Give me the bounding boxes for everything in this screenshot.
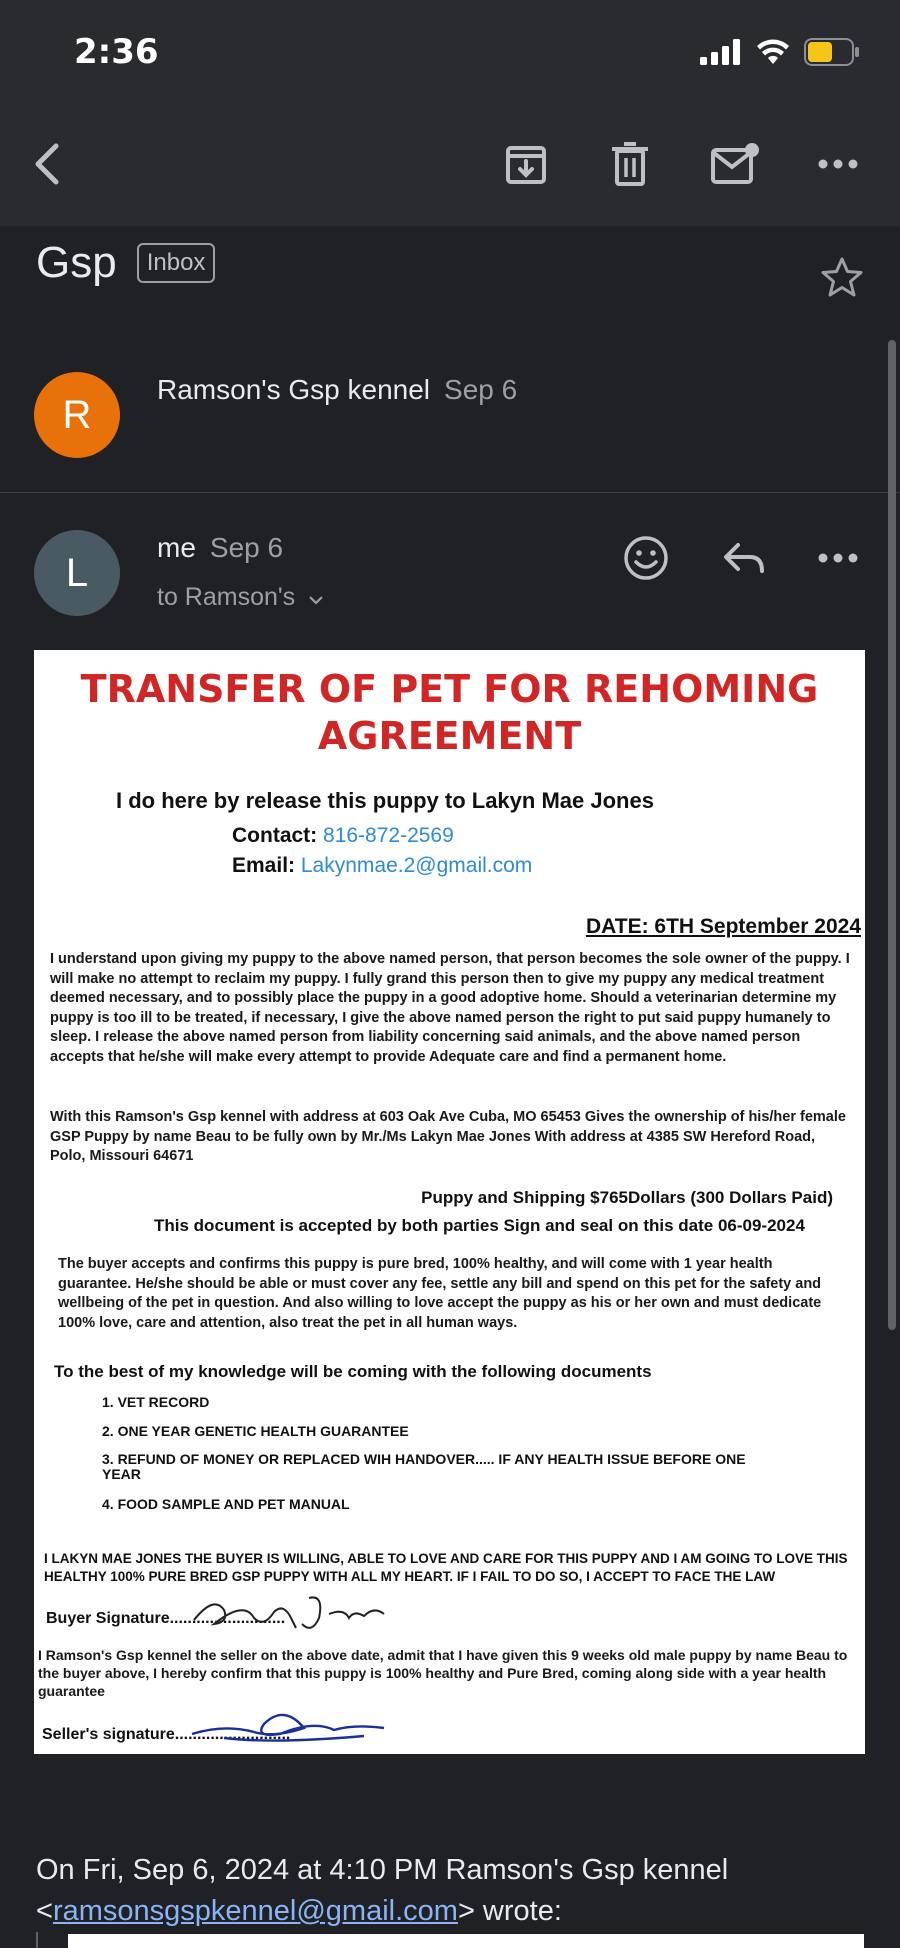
- document-list-item: 1. VET RECORD: [102, 1394, 210, 1410]
- mark-unread-button[interactable]: [707, 136, 763, 192]
- mark-unread-icon: [710, 142, 760, 186]
- react-button[interactable]: [618, 530, 674, 586]
- emoji-icon: [623, 535, 669, 581]
- document-title: [34, 666, 865, 760]
- seller-signature: [184, 1694, 404, 1750]
- archive-button[interactable]: [498, 136, 554, 192]
- back-arrow-icon: [30, 142, 66, 186]
- star-icon: [820, 256, 864, 298]
- email-line: [232, 854, 532, 878]
- avatar[interactable]: [34, 372, 120, 458]
- quoted-header: [36, 1850, 876, 1932]
- buyer-signature: [184, 1590, 404, 1640]
- inbox-label[interactable]: Inbox: [137, 243, 216, 283]
- seller-signature-label: Seller's signature..........................: [42, 1726, 291, 1743]
- message-header-collapsed[interactable]: [157, 374, 517, 406]
- quoted-content: [68, 1934, 864, 1948]
- document-title-line: TRANSFER OF PET FOR REHOMING: [80, 667, 819, 711]
- message-header-expanded[interactable]: [157, 532, 283, 564]
- seller-statement: I Ramson's Gsp kennel the seller on the above date, admit that I have given this 9 weeks old male puppy by name Beau to the buyer above, I hereby confirm that this puppy is 100% healthy and Pure Bred, coming along side with a year health guarantee: [38, 1647, 848, 1699]
- archive-icon: [504, 142, 548, 186]
- sender-name: me: [157, 532, 196, 563]
- wifi-icon: [756, 39, 790, 65]
- reply-button[interactable]: [716, 530, 772, 586]
- attachment-document[interactable]: [34, 650, 865, 1754]
- acceptance-line: This document is accepted by both parties Sign and seal on this date 06-09-2024: [154, 1216, 805, 1235]
- transfer-paragraph: With this Ramson's Gsp kennel with address at 603 Oak Ave Cuba, MO 65453 Gives the ownership of his/her female GSP Puppy by name Beau to be fully own by Mr./Ms Lakyn Mae Jones With address at 4385 SW Hereford Road, Polo, Missouri 64671: [50, 1109, 846, 1164]
- document-date: DATE: 6TH September 2024: [585, 915, 861, 938]
- status-time: 2:36: [74, 32, 159, 72]
- trash-icon: [610, 141, 650, 187]
- documents-heading: To the best of my knowledge will be coming with the following documents: [54, 1362, 652, 1381]
- toolbar: [0, 100, 900, 226]
- document-list-item: 2. ONE YEAR GENETIC HEALTH GUARANTEE: [102, 1423, 409, 1439]
- buyer-terms-paragraph: The buyer accepts and confirms this puppy is pure bred, 100% healthy, and will come with 1 year health guarantee. He/she should be able or must cover any fee, settle any bill and spend on this pet for the safety and wellbeing of the pet in question. And also willing to love accept the puppy as his or her own and must dedicate 100% love, care and attention, also treat the pet in all human ways.: [58, 1256, 822, 1331]
- quoted-suffix: > wrote:: [457, 1895, 562, 1927]
- sender-name: Ramson's Gsp kennel: [157, 374, 431, 405]
- battery-icon: [804, 38, 860, 66]
- contact-line: [232, 824, 454, 848]
- signal-icon: [700, 39, 742, 65]
- back-button[interactable]: [20, 136, 76, 192]
- message-more-button[interactable]: [810, 530, 866, 586]
- scrollbar[interactable]: [888, 340, 896, 1330]
- status-icons: [700, 38, 860, 66]
- message-date: Sep 6: [444, 374, 518, 405]
- more-icon: [818, 552, 858, 564]
- email-value: Lakynmae.2@gmail.com: [300, 854, 533, 877]
- status-bar: [0, 0, 900, 100]
- document-list-item: 4. FOOD SAMPLE AND PET MANUAL: [102, 1496, 350, 1512]
- quote-bar: [36, 1932, 38, 1948]
- more-icon: [818, 158, 858, 170]
- star-button[interactable]: [820, 256, 864, 303]
- recipients-text: to Ramson's: [157, 583, 296, 611]
- buyer-signature-label: Buyer Signature..........................: [46, 1610, 286, 1627]
- avatar-initial: L: [65, 550, 89, 595]
- contact-label: Contact:: [232, 824, 318, 847]
- ownership-paragraph: I understand upon giving my puppy to the above named person, that person becomes the sole owner of the puppy. I will make no attempt to reclaim my puppy. I fully grand this person then to give my puppy any medical treatment deemed necessary, and to possibly place the puppy in a good adoptive home. Should a veterinarian determine my puppy is too ill to be treated, if necessary, I give the above named person the right to put said puppy humanely to sleep. I release the above named person from liability concerning said animals, and the above named person accepts that he/she will make every attempt to provide Adequate care and find a permanent home.: [50, 951, 850, 1065]
- recipients-toggle[interactable]: [157, 583, 324, 612]
- contact-value: 816-872-2569: [323, 824, 454, 847]
- buyer-statement: I LAKYN MAE JONES THE BUYER IS WILLING, ABLE TO LOVE AND CARE FOR THIS PUPPY AND I AM GOING TO LOVE THIS HEALTHY 100% PURE BRED GSP PUPPY WITH ALL MY HEART. IF I FAIL TO DO SO, I ACCEPT TO FACE THE LAW: [44, 1551, 848, 1584]
- subject-row: [36, 238, 215, 288]
- avatar-initial: R: [62, 392, 92, 437]
- release-statement: I do here by release this puppy to Lakyn Mae Jones: [116, 788, 654, 813]
- subject-title: Gsp: [36, 238, 117, 287]
- document-list-item: 3. REFUND OF MONEY OR REPLACED WIH HANDOVER..... IF ANY HEALTH ISSUE BEFORE ONE YEAR: [102, 1451, 746, 1482]
- message-date: Sep 6: [209, 532, 284, 563]
- divider: [0, 492, 900, 493]
- quoted-prefix: On Fri, Sep 6, 2024 at 4:10 PM Ramson's Gsp kennel <: [36, 1854, 729, 1927]
- chevron-down-icon: [308, 595, 324, 605]
- price-line: Puppy and Shipping $765Dollars (300 Dollars Paid): [421, 1188, 833, 1207]
- avatar[interactable]: [34, 530, 120, 616]
- document-title-line: AGREEMENT: [317, 714, 582, 758]
- reply-icon: [722, 541, 766, 575]
- email-label: Email:: [232, 854, 296, 877]
- quoted-email-link[interactable]: ramsonsgspkennel@gmail.com: [52, 1895, 458, 1927]
- more-options-button[interactable]: [810, 136, 866, 192]
- delete-button[interactable]: [602, 136, 658, 192]
